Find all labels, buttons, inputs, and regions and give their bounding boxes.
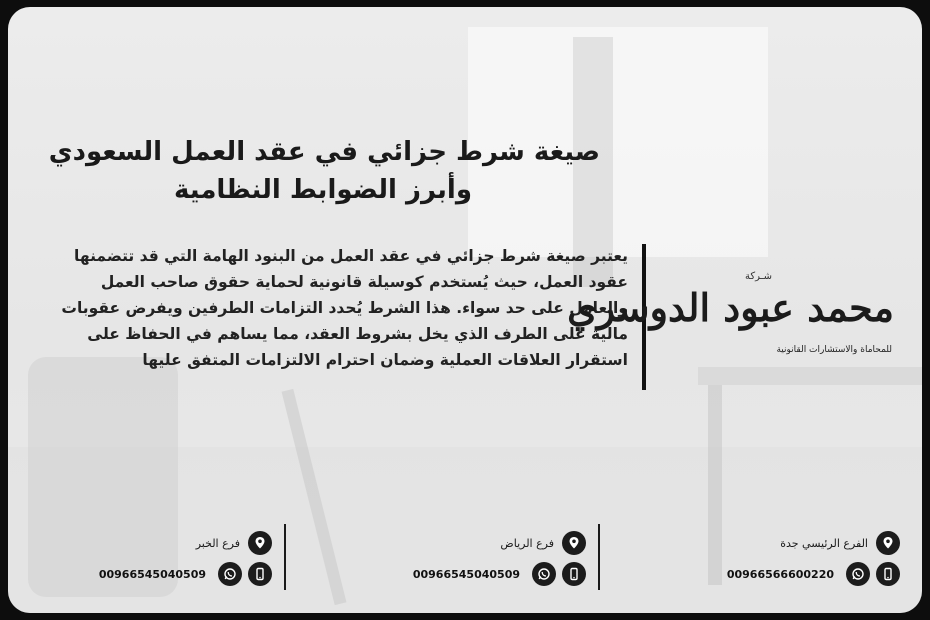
mobile-phone-icon: [876, 562, 900, 586]
mobile-phone-icon: [562, 562, 586, 586]
mobile-phone-icon: [248, 562, 272, 586]
logo-name: محمد عبود الدوسري: [567, 285, 894, 330]
branch-phone[interactable]: 00966545040509: [98, 567, 206, 581]
branch-divider: [284, 524, 286, 590]
logo-tagline: للمحاماة والاستشارات القانونية: [776, 345, 892, 355]
location-pin-icon: [562, 531, 586, 555]
page-title: [48, 133, 600, 209]
body-line: عقود العمل، حيث يُستخدم كوسيلة قانونية لحماية حقوق صاحب العمل: [100, 273, 628, 291]
whatsapp-icon: [846, 562, 870, 586]
body-line: والعامل على حد سواء. هذا الشرط يُحدد التزامات الطرفين ويفرض عقوبات: [61, 299, 628, 317]
body-line: مالية على الطرف الذي يخل بشروط العقد، مما يساهم في الحفاظ على: [87, 325, 628, 343]
title-line-2: وأبرز الضوابط النظامية: [173, 175, 472, 205]
branch-name: فرع الخبر: [195, 536, 240, 550]
branch-riyadh: [410, 527, 586, 591]
title-line-1: صيغة شرط جزائي في عقد العمل السعودي: [48, 137, 600, 167]
branch-jeddah: [720, 527, 900, 591]
body-line: يعتبر صيغة شرط جزائي في عقد العمل من البنود الهامة التي قد تتضمنها: [74, 247, 628, 265]
company-logo: [567, 269, 900, 361]
background-desk: [698, 367, 922, 385]
logo-prefix: شـركة: [745, 271, 772, 282]
body-paragraph: [48, 243, 628, 373]
whatsapp-icon: [218, 562, 242, 586]
location-pin-icon: [876, 531, 900, 555]
branch-divider: [598, 524, 600, 590]
branch-phone[interactable]: 00966566600220: [726, 567, 834, 581]
branch-name: فرع الرياض: [500, 536, 554, 550]
branch-phone[interactable]: 00966545040509: [412, 567, 520, 581]
branch-name: الفرع الرئيسي جدة: [780, 536, 868, 550]
location-pin-icon: [248, 531, 272, 555]
whatsapp-icon: [532, 562, 556, 586]
body-line: استقرار العلاقات العملية وضمان احترام الالتزامات المتفق عليها: [142, 351, 628, 369]
branch-khobar: [100, 527, 272, 591]
promo-card: [8, 7, 922, 613]
